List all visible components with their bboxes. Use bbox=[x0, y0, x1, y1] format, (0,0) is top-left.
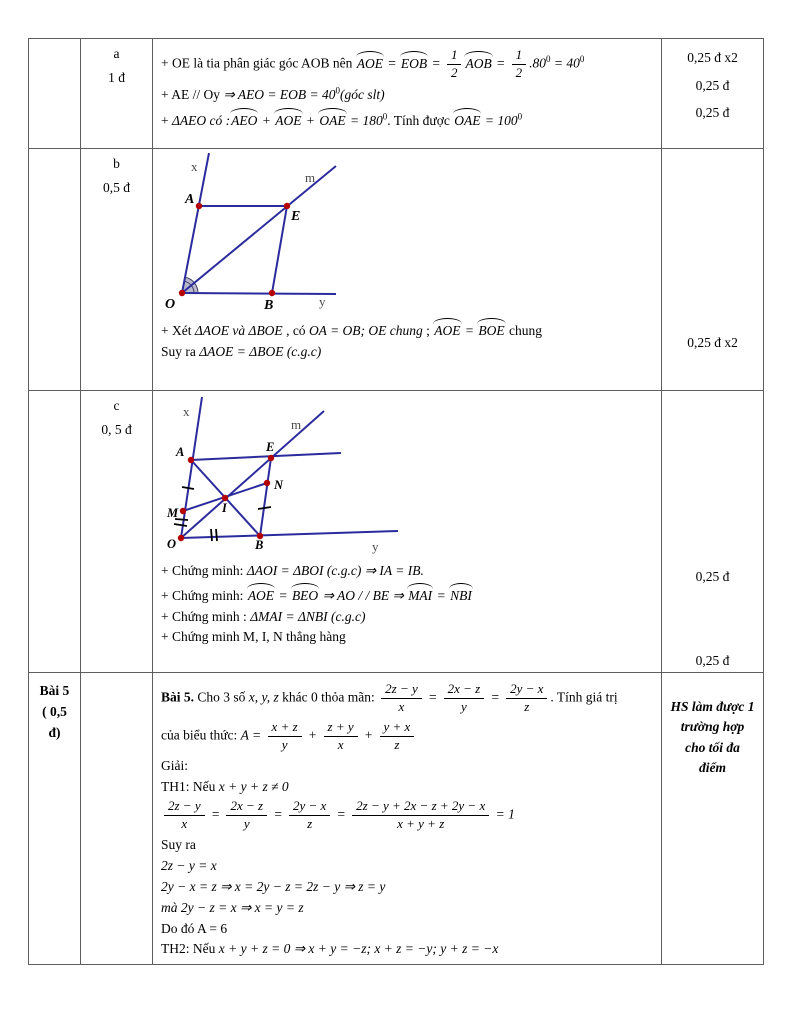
text-segment: = bbox=[428, 55, 444, 71]
part-c-score: 0, 5 đ bbox=[101, 422, 132, 437]
cell-c-points bbox=[662, 391, 763, 673]
text-segment: + Xét bbox=[161, 323, 195, 338]
fraction: $\frac{2y - x}{z}$ bbox=[506, 682, 547, 715]
text-segment: OA = OB; OE chung bbox=[308, 323, 423, 338]
text-segment: TH2: Nếu bbox=[161, 941, 219, 957]
text-segment: Cho 3 số bbox=[194, 689, 249, 705]
text-segment: Giải: bbox=[161, 757, 188, 773]
text-segment: khác 0 thỏa mãn: bbox=[278, 689, 379, 705]
point-value: 0,25 đ bbox=[695, 653, 730, 668]
text-segment: . Tính được bbox=[387, 112, 454, 128]
formula-line bbox=[161, 778, 657, 796]
ray-x-label: x bbox=[183, 404, 190, 419]
text-segment: = bbox=[383, 55, 400, 71]
text-segment: = bbox=[207, 806, 224, 822]
point-value: 0,25 đ x2 bbox=[687, 50, 738, 65]
point-label-B: B bbox=[255, 538, 264, 552]
fraction: $\frac{2z - y}{x}$ bbox=[164, 799, 205, 832]
fraction: $\frac{2z - y + 2x - z + 2y - x}{x + y + z}$ bbox=[352, 799, 489, 832]
ray-m-label: m bbox=[291, 417, 302, 432]
text-segment: = bbox=[433, 587, 450, 603]
text-segment: ΔMAI = ΔNBI (c.g.c) bbox=[250, 608, 366, 624]
formula-line bbox=[161, 940, 657, 958]
ray-m-label: m bbox=[305, 170, 316, 185]
superscript: 0 bbox=[517, 111, 523, 122]
fraction: $\frac{x + z}{y}$ bbox=[268, 720, 302, 753]
formula-line bbox=[161, 343, 657, 361]
text-segment: (góc slt) bbox=[340, 86, 385, 102]
text-segment: + bbox=[360, 727, 377, 743]
point-label-O: O bbox=[167, 537, 177, 551]
fraction: $\frac{z + y}{x}$ bbox=[324, 720, 358, 753]
text-segment: = bbox=[333, 806, 350, 822]
text-segment: . Tính giá trị bbox=[550, 689, 618, 705]
cell-b-points bbox=[662, 149, 763, 391]
text-segment: , có bbox=[282, 323, 309, 338]
text-segment: ΔAOE = ΔBOE (c.g.c) bbox=[199, 343, 322, 359]
angle-hat: NBI bbox=[449, 583, 473, 605]
formula-line bbox=[161, 757, 657, 775]
superscript: 0 bbox=[545, 54, 551, 65]
angle-hat: OAE bbox=[453, 108, 481, 130]
fraction: $\frac{1}{2}$ bbox=[447, 48, 462, 81]
angle-hat: AEO bbox=[230, 108, 258, 130]
cell-c-content bbox=[153, 391, 662, 673]
text-segment: = bbox=[487, 689, 504, 705]
part-a-letter: a bbox=[113, 46, 120, 61]
cell-b5-content bbox=[153, 673, 662, 964]
fraction: $\frac{y + x}{z}$ bbox=[380, 720, 415, 753]
point-label-E: E bbox=[291, 209, 301, 224]
text-segment: x + y + z = 0 ⇒ x + y = −z; x + z = −y; y + z = −x bbox=[218, 941, 499, 957]
cell-c-part bbox=[81, 391, 153, 673]
text-segment: = bbox=[275, 587, 291, 603]
text-segment: + Chứng minh: bbox=[161, 563, 247, 578]
part-a-score: 1 đ bbox=[108, 70, 125, 85]
text-segment: mà 2y − z = x ⇒ x = y = z bbox=[161, 899, 304, 915]
formula-line bbox=[161, 681, 657, 716]
geometry-diagram-b bbox=[161, 153, 521, 315]
cell-a-content bbox=[153, 39, 662, 149]
cell-c-blank bbox=[29, 391, 81, 673]
text-segment: A = bbox=[240, 727, 265, 743]
problem-number: Bài 5 bbox=[39, 683, 70, 698]
angle-hat: AOB bbox=[464, 51, 492, 73]
angle-hat: OAE bbox=[318, 108, 346, 130]
text-segment: ⇒ AO / / BE ⇒ bbox=[319, 587, 408, 603]
text-segment: + AE // Oy bbox=[161, 86, 224, 102]
formula-line bbox=[161, 47, 657, 82]
formula-line bbox=[161, 628, 657, 646]
cell-b-content bbox=[153, 149, 662, 391]
text-segment: ⇒ AEO = EOB = 40 bbox=[223, 86, 336, 102]
grading-note: HS làm được 1 trường hợp cho tối đa điểm bbox=[670, 699, 755, 775]
problem-score-2: đ) bbox=[48, 724, 61, 740]
formula-line bbox=[161, 798, 657, 833]
formula-line bbox=[161, 836, 657, 854]
text-segment: ΔAOE và ΔBOE bbox=[194, 323, 283, 338]
text-segment: ΔAEO có : bbox=[172, 112, 231, 128]
text-segment: = 180 bbox=[346, 112, 383, 128]
text-segment: = bbox=[270, 806, 286, 822]
text-segment: Suy ra bbox=[161, 343, 200, 359]
text-segment: x, y, z bbox=[248, 689, 279, 705]
text-segment: Do đó A = 6 bbox=[161, 920, 228, 936]
point-label-E: E bbox=[266, 440, 275, 454]
formula-line bbox=[161, 583, 657, 605]
formula-line bbox=[161, 920, 657, 938]
formula-line bbox=[161, 562, 657, 580]
text-segment: Suy ra bbox=[161, 837, 196, 853]
angle-hat: EOB bbox=[400, 51, 428, 73]
point-value: 0,25 đ bbox=[695, 78, 730, 93]
point-label-I: I bbox=[222, 501, 227, 515]
part-b-letter: b bbox=[113, 156, 120, 171]
ray-y-label: y bbox=[319, 294, 326, 309]
point-label-A: A bbox=[176, 445, 185, 459]
angle-hat: AOE bbox=[356, 51, 384, 73]
part-b-score: 0,5 đ bbox=[103, 180, 130, 195]
text-segment: Bài 5. bbox=[161, 689, 195, 705]
ray-y-label: y bbox=[372, 539, 379, 554]
formula-line bbox=[161, 719, 657, 754]
fraction: $\frac{2x - z}{y}$ bbox=[226, 799, 267, 832]
text-segment: + Chứng minh M, I, N thẳng hàng bbox=[161, 629, 346, 645]
formula-line bbox=[161, 86, 657, 104]
point-label-N: N bbox=[274, 478, 284, 492]
superscript: 0 bbox=[382, 111, 388, 122]
cell-b5-blank bbox=[81, 673, 153, 964]
text-segment: = bbox=[424, 689, 441, 705]
point-value: 0,25 đ bbox=[695, 105, 730, 120]
angle-hat: AOE bbox=[247, 583, 275, 605]
angle-hat: AOE bbox=[274, 108, 302, 130]
formula-line bbox=[161, 878, 657, 896]
cell-b-blank bbox=[29, 149, 81, 391]
point-label-A: A bbox=[185, 192, 195, 207]
cell-b5-note bbox=[662, 673, 763, 964]
formula-line bbox=[161, 318, 657, 340]
formula-line bbox=[161, 857, 657, 875]
text-segment: x + y + z ≠ 0 bbox=[218, 778, 289, 794]
text-segment: chung bbox=[505, 323, 543, 338]
text-segment: 2z − y = x bbox=[161, 858, 217, 874]
fraction: $\frac{2x - z}{y}$ bbox=[444, 682, 485, 715]
angle-hat: AOE bbox=[433, 318, 461, 340]
text-segment: ΔAOI = ΔBOI (c.g.c) ⇒ IA = IB. bbox=[246, 563, 424, 578]
text-segment: .80 bbox=[529, 55, 546, 71]
cell-b5-title bbox=[29, 673, 81, 964]
formula-line bbox=[161, 108, 657, 130]
formula-line bbox=[161, 899, 657, 917]
problem-score-1: ( 0,5 bbox=[42, 703, 67, 719]
text-segment: + OE là tia phân giác góc AOB nên bbox=[161, 55, 356, 71]
text-segment: + bbox=[161, 112, 172, 128]
cell-b-part bbox=[81, 149, 153, 391]
angle-hat: BEO bbox=[291, 583, 319, 605]
fraction: $\frac{1}{2}$ bbox=[512, 48, 527, 81]
geometry-diagram-c bbox=[156, 395, 566, 559]
text-segment: TH1: Nếu bbox=[161, 778, 219, 794]
cell-a-points bbox=[662, 39, 763, 149]
answer-key-table bbox=[28, 38, 764, 965]
text-segment: + Chứng minh: bbox=[161, 587, 247, 603]
ray-x-label: x bbox=[191, 159, 198, 174]
text-segment: + bbox=[304, 727, 321, 743]
angle-hat: BOE bbox=[477, 318, 505, 340]
point-label-M: M bbox=[167, 506, 179, 520]
superscript: 0 bbox=[579, 54, 585, 65]
point-label-B: B bbox=[264, 298, 274, 313]
point-value: 0,25 đ bbox=[695, 569, 730, 584]
text-segment: + Chứng minh : bbox=[161, 608, 251, 624]
text-segment: = 40 bbox=[550, 55, 580, 71]
text-segment: = bbox=[461, 323, 478, 338]
diagram-lines bbox=[181, 397, 398, 538]
text-segment: = bbox=[492, 55, 509, 71]
text-segment: của biểu thức: bbox=[161, 727, 241, 743]
text-segment: 2y − x = z ⇒ x = 2y − z = 2z − y ⇒ z = y bbox=[161, 878, 386, 894]
point-value: 0,25 đ x2 bbox=[687, 335, 738, 350]
text-segment: + bbox=[258, 112, 275, 128]
point-label-O: O bbox=[165, 297, 176, 312]
superscript: 0 bbox=[335, 85, 341, 96]
fraction: $\frac{2y - x}{z}$ bbox=[289, 799, 330, 832]
fraction: $\frac{2z - y}{x}$ bbox=[381, 682, 422, 715]
text-segment: = 1 bbox=[492, 806, 515, 822]
formula-line bbox=[161, 608, 657, 626]
angle-hat: MAI bbox=[407, 583, 433, 605]
part-c-letter: c bbox=[113, 398, 120, 413]
text-segment: ; bbox=[422, 323, 434, 338]
text-segment: = 100 bbox=[481, 112, 518, 128]
text-segment: + bbox=[302, 112, 319, 128]
cell-a-part bbox=[81, 39, 153, 149]
cell-a-blank bbox=[29, 39, 81, 149]
